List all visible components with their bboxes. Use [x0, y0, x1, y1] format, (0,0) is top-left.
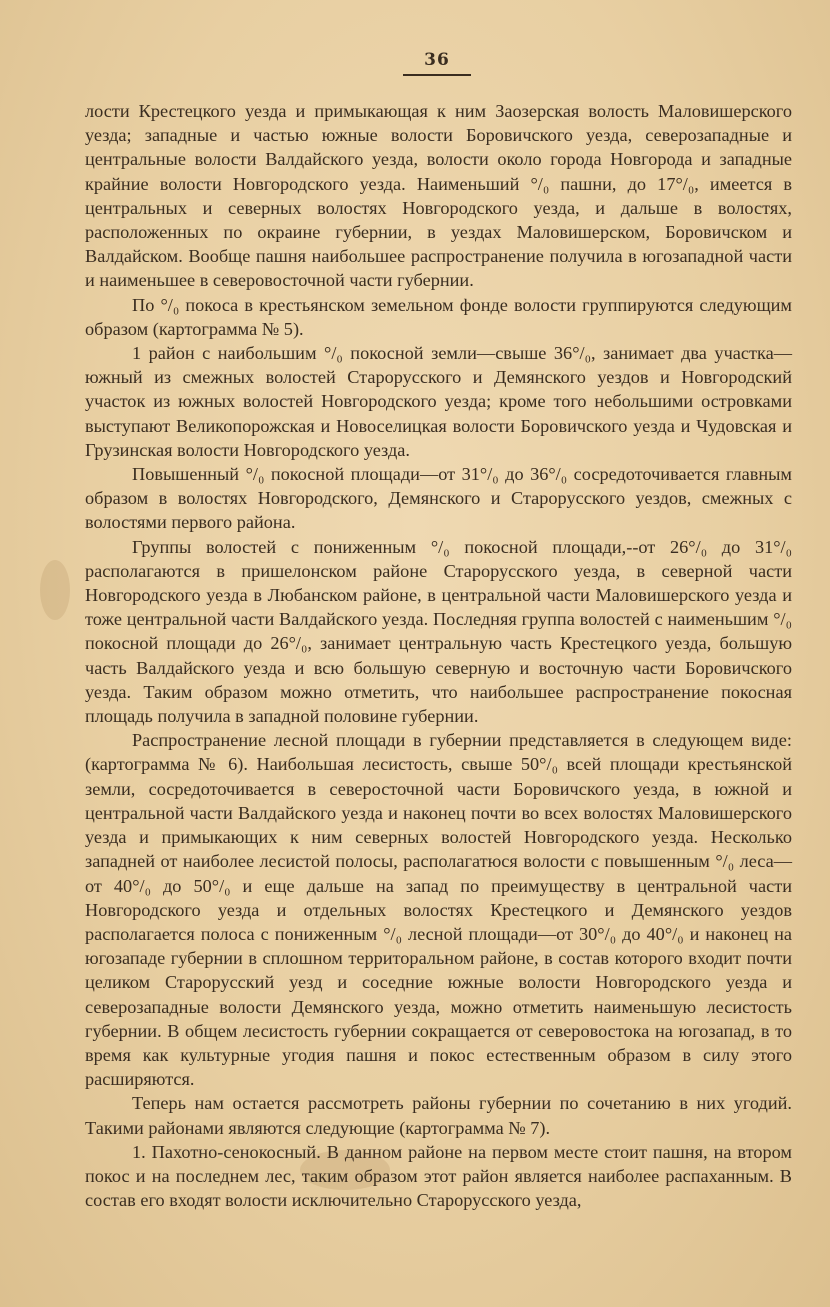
page-number: 36	[424, 50, 450, 70]
paper-stain	[40, 560, 70, 620]
paragraph: По °/₀ покоса в крестьянском земельном фонде волости группируются следующим образом (картограмма № 5).	[85, 294, 792, 339]
paragraph: 1. Пахотно-сенокосный. В данном районе на первом месте стоит пашня, на втором покос и на последнем лес, таким образом этот район является наиболее распаханным. В состав его входят волости исключительно Старорусского уезда,	[85, 1141, 792, 1211]
paragraph: 1 район с наибольшим °/₀ покосной земли—свыше 36°/₀, занимает два участка—южный из смежных волостей Старорусского и Демянского уездов и Новгородский участок из южных волостей Новгородского уезда; кроме того небольшими островками выступают Великопорожская и Новоселицкая волости Боровичского уезда и Чудовская и Грузинская волости Новгородского уезда.	[85, 343, 792, 460]
paragraph: Распространение лесной площади в губернии представляется в следующем виде: (картограмма № 6). Наибольшая лесистость, свыше 50°/₀ всей площади крестьянской земли, сосредоточивается в северосточной части Боровичского уезда, в южной и центральной части Валдайского уезда и наконец почти во всех волостях Маловишерского уезда и примыкающих к ним северных волостей Новгородского уезда. Несколько западней от наиболее лесистой полосы, располагатюся волости с повышенным °/₀ леса—от 40°/₀ до 50°/₀ и еще дальше на запад по преимуществу в центральной части Новгородского уезда и отдельных волостях Крестецкого и Демянского уездов располагается полоса с пониженным °/₀ лесной площади—от 30°/₀ до 40°/₀ и наконец на югозападе губернии в сплошном территоральном районе, в состав которого входит почти целиком Старорусский уезд и соседние южные волости Новгородского уезда и северозападные волости Демянского уезда, можно отметить наименьшую лесистость губернии. В общем лесистость губернии сокращается от северовостока на югозапад, в то время как культурные угодия пашня и покос естественным образом в силу этого расширяются.	[85, 730, 792, 1090]
page-number-underline	[403, 74, 471, 76]
paragraph: Повышенный °/₀ покосной площади—от 31°/₀ до 36°/₀ сосредоточивается главным образом в волостях Новгородского, Демянского и Старорусского уездов, смежных с волостями первого района.	[85, 464, 792, 533]
paragraph: лости Крестецкого уезда и примыкающая к ним Заозерская волость Маловишерского уезда; западные и частью южные волости Боровичского уезда, северозападные и центральные волости Валдайского уезда, волости около города Новгорода и западные крайние волости Новгородского уезда. Наименьший °/₀ пашни, до 17°/₀, имеется в центральных и северных волостях Новгородского уезда, и дальше в волостях, расположенных по окраине губернии, в уездах Маловишерском, Боровичском и Валдайском. Вообще пашня наибольшее распространение получила в югозападной части и наименьшее в северовосточной части губернии.	[85, 101, 792, 291]
paragraph: Группы волостей с пониженным °/₀ покосной площади,--от 26°/₀ до 31°/₀ располагаются в пришелонском районе Старорусского уезда, в северной части Новгородского уезда в Любанском районе, в центральной части Маловишерского уезда и тоже центральной части Валдайского уезда. Последняя группа волостей с наименьшим °/₀ покосной площади до 26°/₀, занимает центральную часть Крестецкого уезда, большую часть Валдайского уезда и всю большую северную и восточную части Боровичского уезда. Таким образом можно отметить, что наибольшее распространение покосная площадь получила в западной половине губернии.	[85, 536, 792, 727]
paragraph: Теперь нам остается рассмотреть районы губернии по сочетанию в них угодий. Такими районами являются следующие (картограмма № 7).	[85, 1093, 792, 1138]
body-text	[85, 99, 792, 1212]
